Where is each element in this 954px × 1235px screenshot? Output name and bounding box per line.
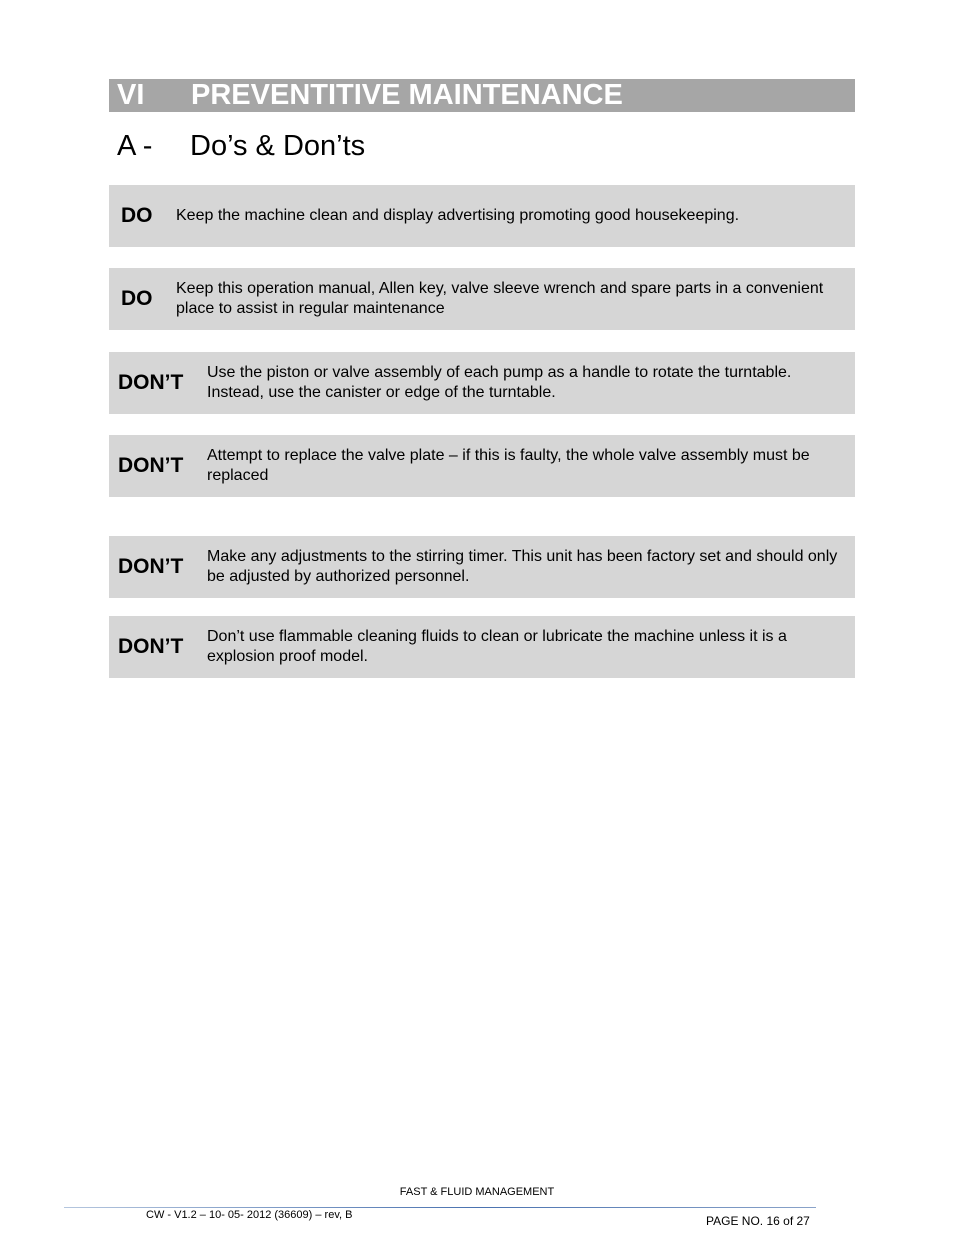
rule-label: DON’T (118, 371, 184, 394)
rule-box-dont-1 (109, 352, 855, 414)
footer-version: CW - V1.2 – 10- 05- 2012 (36609) – rev, B (146, 1209, 353, 1221)
rule-box-do-1 (109, 185, 855, 247)
rule-label: DO (121, 287, 153, 310)
rule-text: Make any adjustments to the stirring timer. This unit has been factory set and should only be adjusted by authorized personnel. (207, 547, 838, 585)
rule-box-dont-2 (109, 435, 855, 497)
rule-text: Keep the machine clean and display advertising promoting good housekeeping. (176, 206, 740, 224)
rule-text: Attempt to replace the valve plate – if this is faulty, the whole valve assembly must be replaced (207, 446, 810, 484)
rule-text: Keep this operation manual, Allen key, valve sleeve wrench and spare parts in a convenient place to assist in regular maintenance (176, 279, 824, 317)
rule-box-do-2 (109, 268, 855, 330)
rule-text: Don’t use flammable cleaning fluids to clean or lubricate the machine unless it is a explosion proof model. (207, 627, 787, 665)
rule-label: DO (121, 204, 153, 227)
footer-company: FAST & FLUID MANAGEMENT (399, 1186, 555, 1198)
footer-page-number: PAGE NO. 16 of 27 (706, 1214, 810, 1228)
rule-label: DON’T (118, 555, 184, 578)
rule-label: DON’T (118, 635, 184, 658)
subsection-letter: A - (117, 130, 153, 162)
rule-box-dont-4 (109, 616, 855, 678)
footer-divider (64, 1207, 816, 1208)
rule-label: DON’T (118, 454, 184, 477)
section-number: VI (117, 79, 145, 111)
rule-box-dont-3 (109, 536, 855, 598)
section-heading-bar (109, 79, 855, 112)
rule-text: Use the piston or valve assembly of each pump as a handle to rotate the turntable. Instead, use the canister or edge of the turntable. (207, 363, 792, 401)
subsection-title: Do’s & Don’ts (190, 130, 366, 162)
section-title: PREVENTITIVE MAINTENANCE (191, 79, 623, 111)
